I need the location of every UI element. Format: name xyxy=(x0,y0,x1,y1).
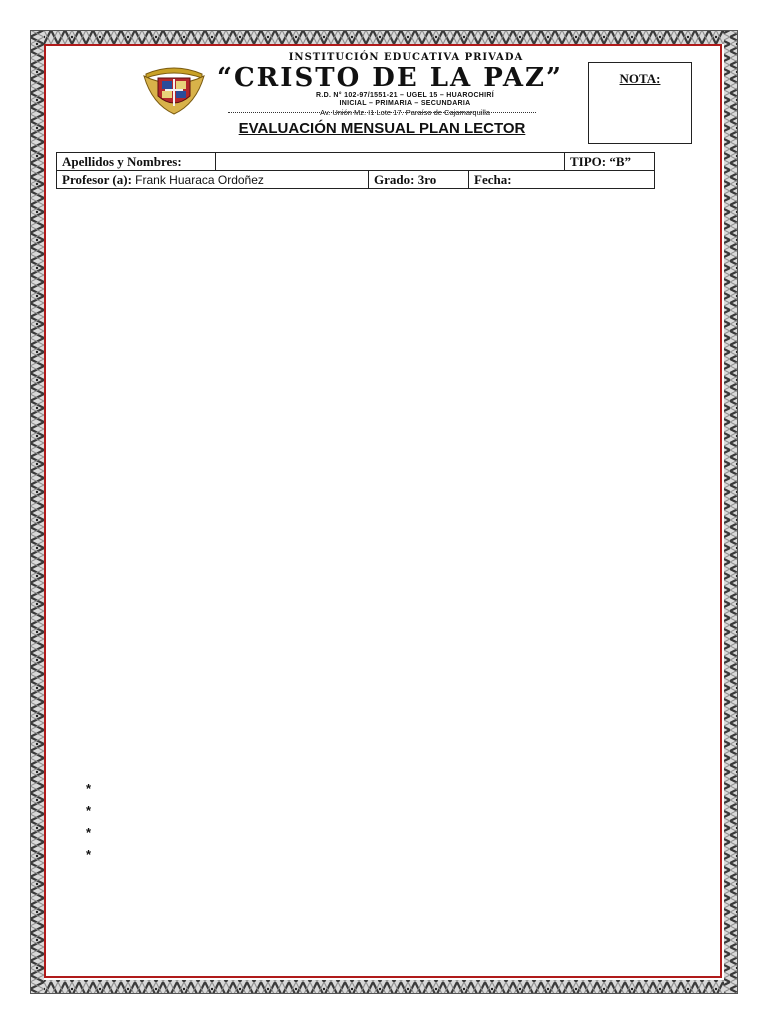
teacher-cell xyxy=(57,171,369,189)
school-crest-icon xyxy=(142,64,206,116)
grade-label: Grado: 3ro xyxy=(369,171,469,189)
table-row xyxy=(57,153,655,171)
bullet-list xyxy=(86,778,91,866)
institution-type: INSTITUCIÓN EDUCATIVA PRIVADA xyxy=(288,52,524,63)
header-divider xyxy=(228,112,536,113)
school-header xyxy=(200,52,580,117)
nota-label: NOTA: xyxy=(619,71,661,86)
tipo-label: TIPO: “B” xyxy=(565,153,655,171)
teacher-label: Profesor (a): xyxy=(62,171,132,187)
name-field[interactable] xyxy=(216,153,565,171)
date-label: Fecha: xyxy=(474,171,512,187)
nota-box[interactable] xyxy=(588,62,692,144)
student-info-table xyxy=(56,152,655,189)
resolution-line: R.D. N° 102-97/1551-21 – UGEL 15 – HUAROCHIRÍ xyxy=(315,92,494,99)
address-line: Av. Unión Mz. I1 Lote 17. Paraíso de Cajamarquilla xyxy=(320,108,490,117)
table-row xyxy=(57,171,655,189)
levels-line: INICIAL – PRIMARIA – SECUNDARIA xyxy=(339,100,471,107)
bullet-marker: * xyxy=(86,781,92,796)
evaluation-title: EVALUACIÓN MENSUAL PLAN LECTOR xyxy=(238,120,526,137)
name-label: Apellidos y Nombres: xyxy=(57,153,216,171)
date-cell[interactable] xyxy=(469,171,655,189)
school-name: “CRISTO DE LA PAZ” xyxy=(217,63,563,93)
bullet-marker: * xyxy=(86,825,92,840)
teacher-name: Frank Huaraca Ordoñez xyxy=(135,172,264,187)
bullet-marker: * xyxy=(86,803,92,818)
bullet-marker: * xyxy=(86,847,92,862)
